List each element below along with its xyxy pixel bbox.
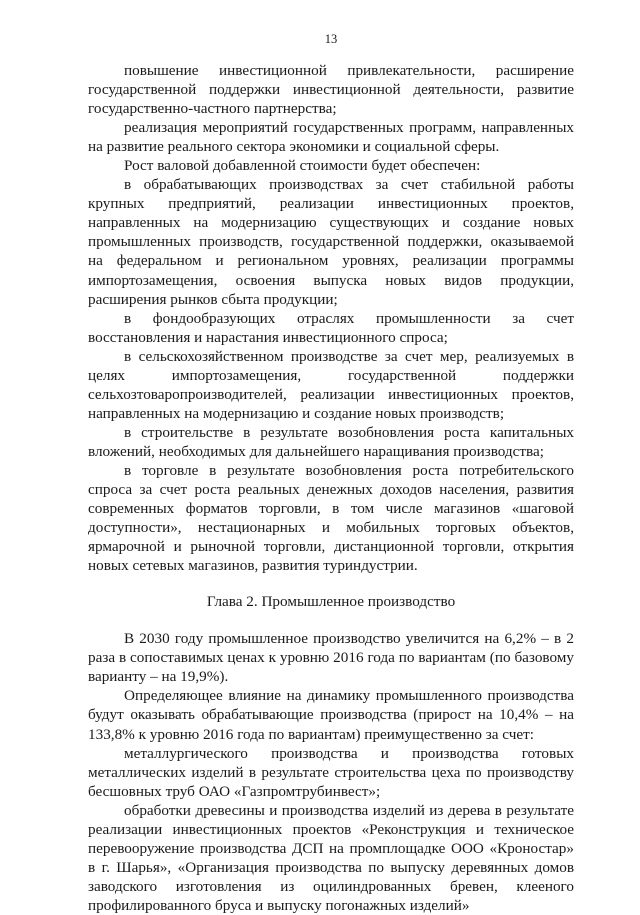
paragraph: в торговле в результате возобновления роста потребительского спроса за счет роста реальных денежных доходов населения, развития современных форматов торговли, в том числе магазинов «шаговой доступности», нестационарных и мобильных торговых объектов, ярмарочной и рыночной торговли, дистанционной торговли, открытия новых сетевых магазинов, развития туриндустрии. (88, 461, 574, 575)
page-number: 13 (324, 32, 338, 46)
paragraph: повышение инвестиционной привлекательности, расширение государственной поддержки инвестиционной деятельности, развитие государственно-частного партнерства; (88, 62, 574, 118)
paragraph: металлургического производства и производства готовых металлических изделий в результате строительства цеха по производству бесшовных труб ОАО «Газпромтрубинвест»; (88, 744, 574, 800)
paragraph: В 2030 году промышленное производство увеличится на 6,2% – в 2 раза в сопоставимых ценах к уровню 2016 года по вариантам (по базовому варианту – на 19,9%). (88, 630, 574, 686)
paragraph: в обрабатывающих производствах за счет стабильной работы крупных предприятий, реализации инвестиционных проектов, направленных на модернизацию существующих и создание новых промышленных производств, государственной поддержки, оказываемой на федеральном и региональном уровнях, реализации программы импортозамещения, освоения выпуска новых видов продукции, расширения рынков сбыта продукции; (88, 176, 574, 308)
paragraph: обработки древесины и производства изделий из дерева в результате реализации инвестиционных проектов «Реконструкция и техническое перевооружение производства ДСП на промплощадке ООО «Кроностар» в г. Шарья», «Организация производства по выпуску деревянных домов заводского изготовления из оцилиндрованных бревен, клееного профилированного бруса и выпуску погонажных изделий» (88, 801, 574, 914)
document-page (88, 30, 574, 915)
text-block-lower (88, 629, 574, 915)
paragraph: в строительстве в результате возобновления роста капитальных вложений, необходимых для дальнейшего наращивания производства; (88, 423, 574, 460)
paragraph: Определяющее влияние на динамику промышленного производства будут оказывать обрабатывающие производства (прирост на 10,4% – на 133,8% к уровню 2016 года по вариантам) преимущественно за счет: (88, 687, 574, 743)
chapter-heading: Глава 2. Промышленное производство (206, 593, 456, 611)
paragraph: в фондообразующих отраслях промышленности за счет восстановления и нарастания инвестиционного спроса; (88, 309, 574, 346)
text-block-upper (88, 61, 574, 575)
paragraph: в сельскохозяйственном производстве за счет мер, реализуемых в целях импортозамещения, государственной поддержки сельхозтоваропроизводителей, реализации инвестиционных проектов, направленных на модернизацию и создание новых производств; (88, 347, 574, 422)
paragraph: Рост валовой добавленной стоимости будет обеспечен: (124, 157, 481, 175)
paragraph: реализация мероприятий государственных программ, направленных на развитие реального сектора экономики и социальной сферы. (88, 119, 574, 156)
